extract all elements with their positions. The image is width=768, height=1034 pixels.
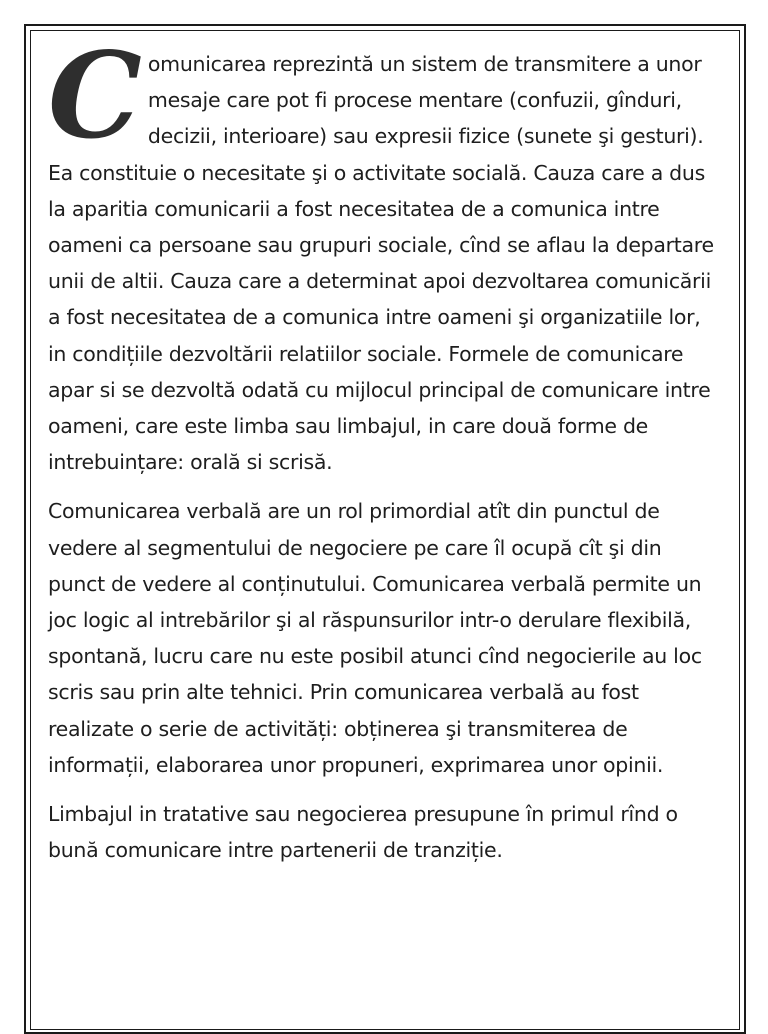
paragraph-3: Limbajul in tratative sau negocierea presupune în primul rînd o bună comunicare intre partenerii de tranziție. — [48, 802, 678, 863]
paragraph-1-text: omunicarea reprezintă un sistem de transmitere a unor mesaje care pot fi procese mentare (confuzii, gînduri, decizii, interioare) sau expresii fizice (sunete şi gesturi). Ea constituie o necesitate şi o activitate socială. Cauza care a dus la aparitia comunicarii a fost necesitatea de a comunica intre oameni ca persoane sau grupuri sociale, cînd se aflau la departare unii de altii. Cauza care a determinat apoi dezvoltarea comunicării a fost necesitatea de a comunica intre oameni şi organizatiile lor, in condițiile dezvoltării relatiilor sociale. Formele de comunicare apar si se dezvoltă odată cu mijlocul principal de comunicare intre oameni, care este limba sau limbajul, in care două forme de intrebuințare: orală si scrisă. — [48, 52, 714, 475]
drop-cap-letter: C — [48, 26, 142, 165]
document-body — [48, 26, 724, 881]
paragraph-1 — [48, 26, 724, 480]
paragraph-2: Comunicarea verbală are un rol primordial atît din punctul de vedere al segmentului de negociere pe care îl ocupă cît şi din punct de vedere al conținutului. Comunicarea verbală permite un joc logic al intrebărilor şi al răspunsurilor intr-o derulare flexibilă, spontană, lucru care nu este posibil atunci cînd negocierile au loc scris sau prin alte tehnici. Prin comunicarea verbală au fost realizate o serie de activități: obținerea şi transmiterea de informații, elaborarea unor propuneri, exprimarea unor opinii. — [48, 499, 702, 777]
